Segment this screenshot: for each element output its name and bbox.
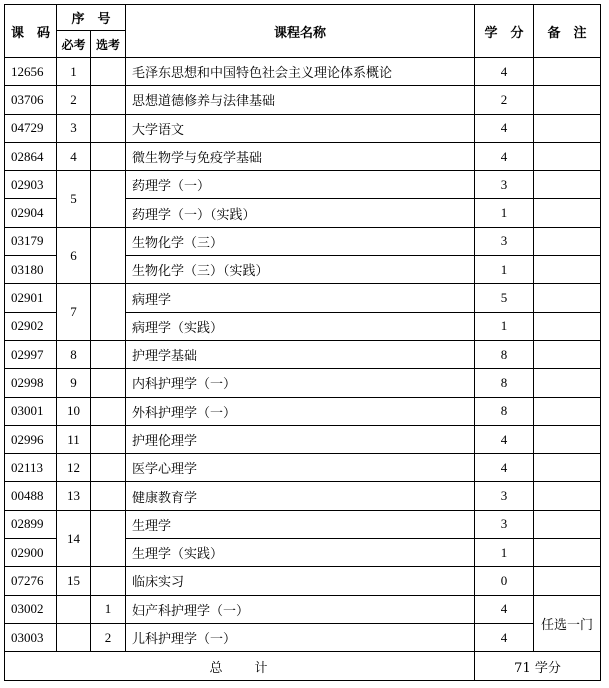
credits-cell: 4 (475, 595, 534, 623)
course-code-cell: 03001 (5, 397, 57, 425)
course-name-cell: 临床实习 (126, 567, 475, 595)
credits-cell: 3 (475, 510, 534, 538)
table-row (5, 369, 601, 397)
credits-cell: 4 (475, 425, 534, 453)
course-code-cell: 03180 (5, 256, 57, 284)
total-label: 总 计 (5, 652, 475, 681)
table-row (5, 171, 601, 199)
required-seq-cell: 1 (57, 58, 91, 86)
course-name-cell: 药理学（一）（实践） (126, 199, 475, 227)
course-name-cell: 思想道德修养与法律基础 (126, 86, 475, 114)
header-sequence: 序 号 (57, 5, 126, 31)
notes-cell (534, 86, 601, 114)
course-code-cell: 02996 (5, 425, 57, 453)
course-name-cell: 药理学（一） (126, 171, 475, 199)
required-seq-cell: 2 (57, 86, 91, 114)
required-seq-cell: 8 (57, 340, 91, 368)
notes-cell (534, 369, 601, 397)
elective-seq-cell (91, 369, 126, 397)
required-seq-cell: 15 (57, 567, 91, 595)
elective-seq-cell (91, 454, 126, 482)
course-code-cell: 07276 (5, 567, 57, 595)
course-name-cell: 病理学 (126, 284, 475, 312)
credits-cell: 8 (475, 397, 534, 425)
credits-cell: 8 (475, 340, 534, 368)
notes-cell (534, 114, 601, 142)
course-name-cell: 护理学基础 (126, 340, 475, 368)
elective-seq-cell: 2 (91, 623, 126, 651)
table-row (5, 58, 601, 86)
elective-seq-cell (91, 114, 126, 142)
credits-cell: 4 (475, 454, 534, 482)
required-seq-cell: 11 (57, 425, 91, 453)
course-code-cell: 02113 (5, 454, 57, 482)
course-name-cell: 微生物学与免疫学基础 (126, 142, 475, 170)
course-name-cell: 医学心理学 (126, 454, 475, 482)
required-seq-cell: 14 (57, 510, 91, 567)
course-name-cell: 生理学（实践） (126, 539, 475, 567)
course-name-cell: 生物化学（三） (126, 227, 475, 255)
notes-cell (534, 142, 601, 170)
required-seq-cell: 6 (57, 227, 91, 284)
total-row (5, 652, 601, 681)
elective-seq-cell (91, 58, 126, 86)
notes-cell (534, 397, 601, 425)
elective-seq-cell (91, 227, 126, 284)
table-row (5, 567, 601, 595)
notes-cell (534, 340, 601, 368)
required-seq-cell (57, 623, 91, 651)
course-name-cell: 护理伦理学 (126, 425, 475, 453)
header-credits: 学 分 (475, 5, 534, 58)
credits-cell: 3 (475, 227, 534, 255)
course-code-cell: 02998 (5, 369, 57, 397)
credits-cell: 1 (475, 539, 534, 567)
notes-cell (534, 539, 601, 567)
course-code-cell: 03002 (5, 595, 57, 623)
elective-seq-cell (91, 425, 126, 453)
required-seq-cell: 10 (57, 397, 91, 425)
course-code-cell: 02899 (5, 510, 57, 538)
required-seq-cell: 5 (57, 171, 91, 228)
credits-cell: 4 (475, 142, 534, 170)
header-notes: 备 注 (534, 5, 601, 58)
notes-cell (534, 58, 601, 86)
table-row (5, 227, 601, 255)
required-seq-cell: 4 (57, 142, 91, 170)
course-code-cell: 02901 (5, 284, 57, 312)
table-row (5, 595, 601, 623)
table-row (5, 454, 601, 482)
notes-cell (534, 199, 601, 227)
elective-seq-cell (91, 171, 126, 228)
notes-cell (534, 454, 601, 482)
course-code-cell: 02902 (5, 312, 57, 340)
header-course-code: 课 码 (5, 5, 57, 58)
required-seq-cell: 13 (57, 482, 91, 510)
course-name-cell: 大学语文 (126, 114, 475, 142)
header-required: 必考 (57, 31, 91, 58)
credits-cell: 4 (475, 623, 534, 651)
credits-cell: 4 (475, 114, 534, 142)
course-code-cell: 02997 (5, 340, 57, 368)
required-seq-cell: 3 (57, 114, 91, 142)
credits-cell: 3 (475, 482, 534, 510)
course-code-cell: 03179 (5, 227, 57, 255)
course-code-cell: 02900 (5, 539, 57, 567)
notes-cell (534, 284, 601, 312)
table-row (5, 142, 601, 170)
notes-cell (534, 567, 601, 595)
notes-cell (534, 227, 601, 255)
credits-cell: 1 (475, 256, 534, 284)
course-code-cell: 02903 (5, 171, 57, 199)
course-code-cell: 00488 (5, 482, 57, 510)
required-seq-cell: 12 (57, 454, 91, 482)
course-code-cell: 04729 (5, 114, 57, 142)
credits-cell: 1 (475, 312, 534, 340)
total-credits: 71 学分 (475, 652, 601, 681)
elective-seq-cell (91, 397, 126, 425)
table-row (5, 482, 601, 510)
elective-seq-cell (91, 510, 126, 567)
course-name-cell: 内科护理学（一） (126, 369, 475, 397)
notes-cell (534, 171, 601, 199)
credits-cell: 3 (475, 171, 534, 199)
course-name-cell: 生理学 (126, 510, 475, 538)
course-name-cell: 健康教育学 (126, 482, 475, 510)
elective-seq-cell (91, 86, 126, 114)
header-course-name: 课程名称 (126, 5, 475, 58)
header-elective: 选考 (91, 31, 126, 58)
required-seq-cell: 7 (57, 284, 91, 341)
credits-cell: 1 (475, 199, 534, 227)
elective-note-cell: 任选一门 (534, 595, 601, 652)
course-plan-table (4, 4, 601, 681)
table-row (5, 114, 601, 142)
table-row (5, 397, 601, 425)
course-code-cell: 12656 (5, 58, 57, 86)
table-row (5, 340, 601, 368)
elective-seq-cell: 1 (91, 595, 126, 623)
course-name-cell: 生物化学（三）（实践） (126, 256, 475, 284)
elective-seq-cell (91, 284, 126, 341)
notes-cell (534, 510, 601, 538)
course-name-cell: 妇产科护理学（一） (126, 595, 475, 623)
course-name-cell: 外科护理学（一） (126, 397, 475, 425)
required-seq-cell (57, 595, 91, 623)
table-row (5, 86, 601, 114)
course-code-cell: 03706 (5, 86, 57, 114)
course-name-cell: 儿科护理学（一） (126, 623, 475, 651)
credits-cell: 4 (475, 58, 534, 86)
table-row (5, 425, 601, 453)
credits-cell: 0 (475, 567, 534, 595)
notes-cell (534, 256, 601, 284)
credits-cell: 5 (475, 284, 534, 312)
table-row (5, 284, 601, 312)
course-name-cell: 毛泽东思想和中国特色社会主义理论体系概论 (126, 58, 475, 86)
credits-cell: 2 (475, 86, 534, 114)
course-code-cell: 02904 (5, 199, 57, 227)
elective-seq-cell (91, 567, 126, 595)
elective-seq-cell (91, 482, 126, 510)
course-code-cell: 02864 (5, 142, 57, 170)
elective-seq-cell (91, 340, 126, 368)
elective-seq-cell (91, 142, 126, 170)
required-seq-cell: 9 (57, 369, 91, 397)
notes-cell (534, 425, 601, 453)
credits-cell: 8 (475, 369, 534, 397)
table-row (5, 510, 601, 538)
notes-cell (534, 312, 601, 340)
notes-cell (534, 482, 601, 510)
course-code-cell: 03003 (5, 623, 57, 651)
table-row (5, 623, 601, 651)
course-name-cell: 病理学（实践） (126, 312, 475, 340)
